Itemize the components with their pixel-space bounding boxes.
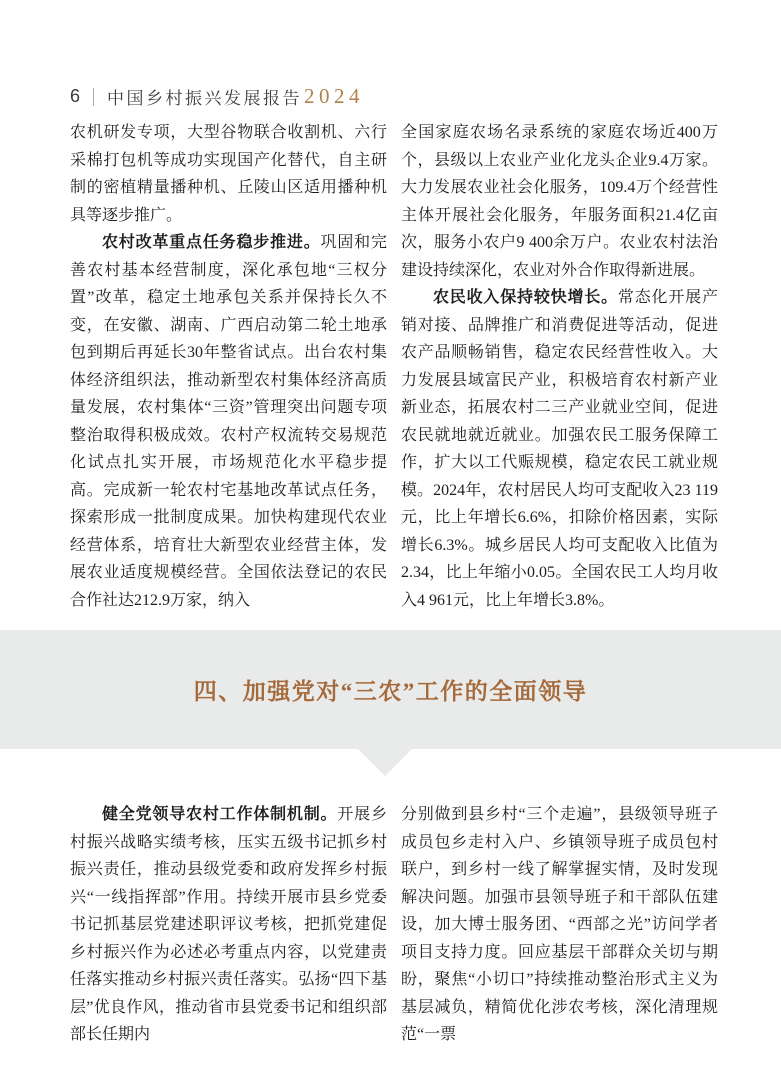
paragraph [70, 801, 387, 1049]
running-header [70, 84, 364, 109]
report-year: 2024 [304, 84, 365, 108]
paragraph-lead: 健全党领导农村工作体制机制。 [102, 806, 338, 823]
header-divider [93, 88, 94, 106]
paragraph [70, 229, 387, 614]
section-title: 四、加强党对“三农”工作的全面领导 [193, 679, 588, 704]
paragraph-lead: 农民收入保持较快增长。 [433, 289, 618, 306]
report-title: 中国乡村振兴发展报告 [107, 89, 303, 108]
paragraph: 全国家庭农场名录系统的家庭农场近400万个，县级以上农业产业化龙头企业9.4万家。大力发展农业社会化服务，109.4万个经营性主体开展社会化服务，年服务面积21.4亿亩次，服务小农户9 400余万户。农业农村法治建设持续深化，农业对外合作取得新进展。 [401, 124, 718, 279]
paragraph-lead: 农村改革重点任务稳步推进。 [102, 234, 321, 251]
section-banner [0, 630, 781, 749]
bottom-right-column [401, 801, 718, 1049]
paragraph-body: 开展乡村振兴战略实绩考核，压实五级书记抓乡村振兴责任，推动县级党委和政府发挥乡村振兴“一线指挥部”作用。持续开展市县乡党委书记抓基层党建述职评议考核，把抓党建促乡村振兴作为必述必考重点内容，以党建责任落实推动乡村振兴责任落实。弘扬“四下基层”优良作风，推动省市县党委书记和组织部部长任期内 [70, 806, 387, 1043]
triangle-down-icon [358, 749, 412, 776]
paragraph-body: 常态化开展产销对接、品牌推广和消费促进等活动，促进农产品顺畅销售，稳定农民经营性收入。大力发展县域富民产业，积极培育农村新产业新业态，拓展农村二三产业就业空间，促进农民就地就近就业。加强农民工服务保障工作，扩大以工代赈规模，稳定农民工就业规模。2024年，农村居民人均可支配收入23 119元，比上年增长6.6%，扣除价格因素，实际增长6.3%。城乡居民人均可支配收入比值为2.34，比上年缩小0.05。全国农民工人均月收入4 961元，比上年增长3.8%。 [401, 289, 718, 609]
top-right-column [401, 119, 718, 614]
top-two-column-section [70, 119, 718, 614]
top-left-column [70, 119, 387, 614]
paragraph: 农机研发专项，大型谷物联合收割机、六行采棉打包机等成功实现国产化替代，自主研制的密植精量播种机、丘陵山区适用播种机具等逐步推广。 [70, 124, 387, 224]
paragraph: 分别做到县乡村“三个走遍”，县级领导班子成员包乡走村入户、乡镇领导班子成员包村联户，到乡村一线了解掌握实情，及时发现解决问题。加强市县领导班子和干部队伍建设，加大博士服务团、“西部之光”访问学者项目支持力度。回应基层干部群众关切与期盼，聚焦“小切口”持续推动整治形式主义为基层减负，精简优化涉农考核，深化清理规范“一票 [401, 806, 718, 1043]
bottom-two-column-section [70, 801, 718, 1049]
page-number: 6 [70, 86, 81, 106]
paragraph-body: 巩固和完善农村基本经营制度，深化承包地“三权分置”改革，稳定土地承包关系并保持长久不变，在安徽、湖南、广西启动第二轮土地承包到期后再延长30年整省试点。出台农村集体经济组织法，推动新型农村集体经济高质量发展，农村集体“三资”管理突出问题专项整治取得积极成效。农村产权流转交易规范化试点扎实开展，市场规范化水平稳步提高。完成新一轮农村宅基地改革试点任务，探索形成一批制度成果。加快构建现代农业经营体系，培育壮大新型农业经营主体，发展农业适度规模经营。全国依法登记的农民合作社达212.9万家，纳入 [70, 234, 387, 609]
paragraph [401, 284, 718, 614]
bottom-left-column [70, 801, 387, 1049]
